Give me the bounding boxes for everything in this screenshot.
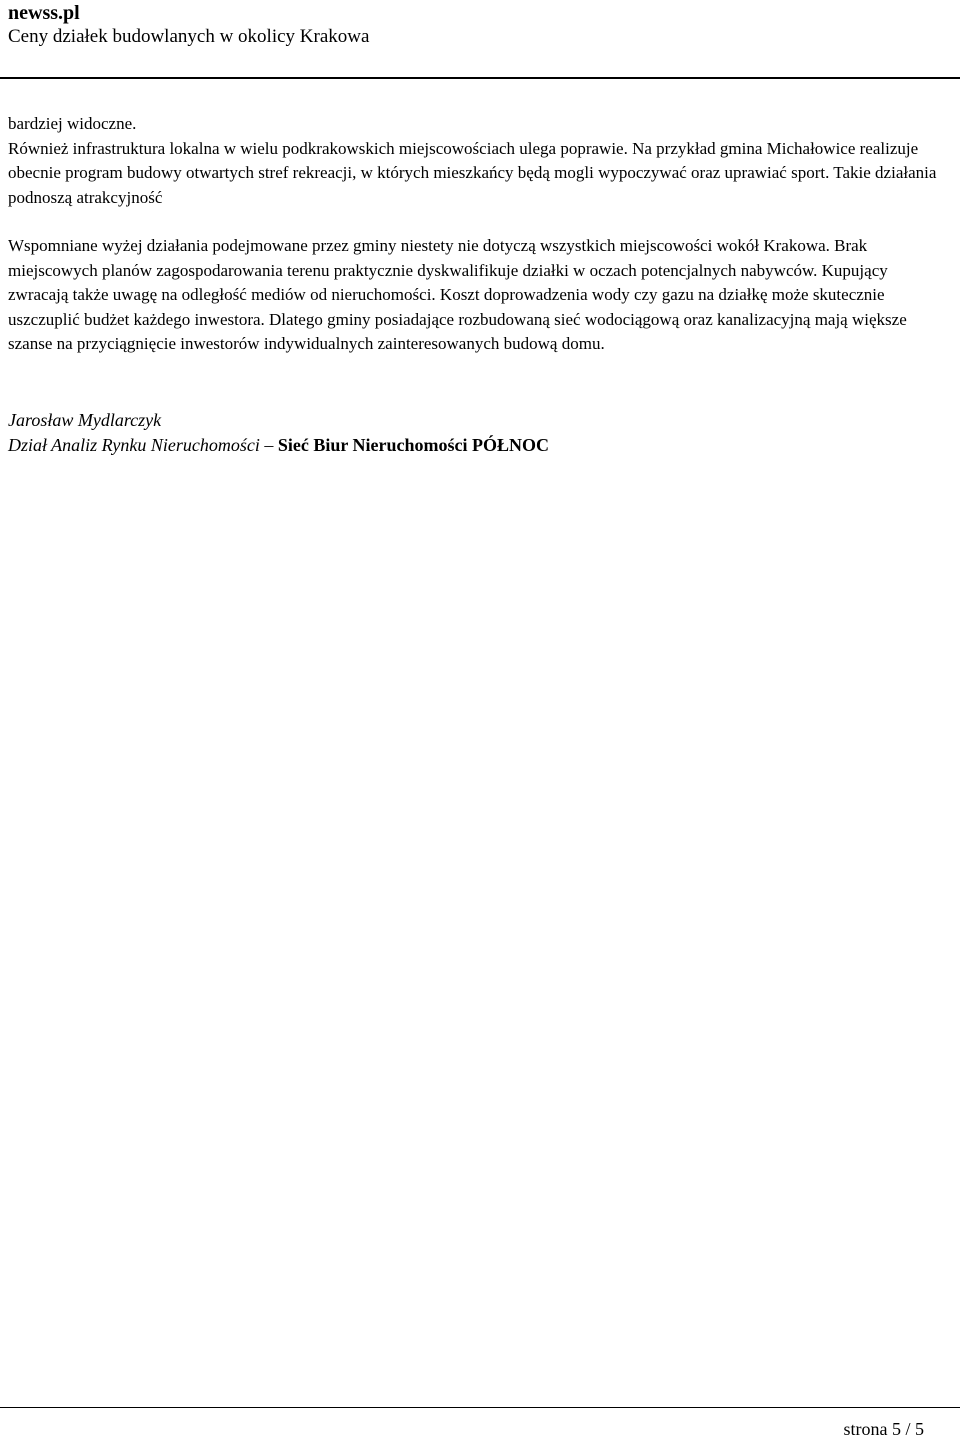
- document-header: [8, 0, 948, 49]
- paragraph-infrastructure: Również infrastruktura lokalna w wielu podkrakowskich miejscowościach ulega poprawie. Na przykład gmina Michałowice realizuje obecnie program budowy otwartych stref rekreacji, w których mieszkańcy będą mogli wypoczywać oraz uprawiać sport. Takie działania podnoszą atrakcyjność: [8, 138, 937, 207]
- department-name: Dział Analiz Rynku Nieruchomości: [8, 434, 260, 455]
- footer-divider: [0, 1407, 960, 1408]
- paragraph-continuation: bardziej widoczne.: [8, 114, 137, 133]
- document-title: Ceny działek budowlanych w okolicy Krakowa: [8, 26, 370, 47]
- article-signature: [8, 408, 948, 457]
- article-body: [8, 112, 948, 357]
- company-name: Sieć Biur Nieruchomości PÓŁNOC: [277, 434, 549, 455]
- affiliation-separator: –: [259, 434, 278, 455]
- site-name: newss.pl: [8, 2, 80, 24]
- author-name: Jarosław Mydlarczyk: [8, 410, 162, 430]
- page-number: strona 5 / 5: [843, 1419, 924, 1439]
- author-affiliation: [8, 433, 948, 458]
- header-divider: [0, 77, 960, 79]
- paragraph-planning: Wspomniane wyżej działania podejmowane przez gminy niestety nie dotyczą wszystkich miejscowości wokół Krakowa. Brak miejscowych planów zagospodarowania terenu praktycznie dyskwalifikuje działki w oczach potencjalnych nabywców. Kupujący zwracają także uwagę na odległość mediów od nieruchomości. Koszt doprowadzenia wody czy gazu na działkę może skutecznie uszczuplić budżet każdego inwestora. Dlatego gminy posiadające rozbudowaną sieć wodociągową oraz kanalizacyjną mają większe szanse na przyciągnięcie inwestorów indywidualnych zainteresowanych budową domu.: [8, 236, 907, 353]
